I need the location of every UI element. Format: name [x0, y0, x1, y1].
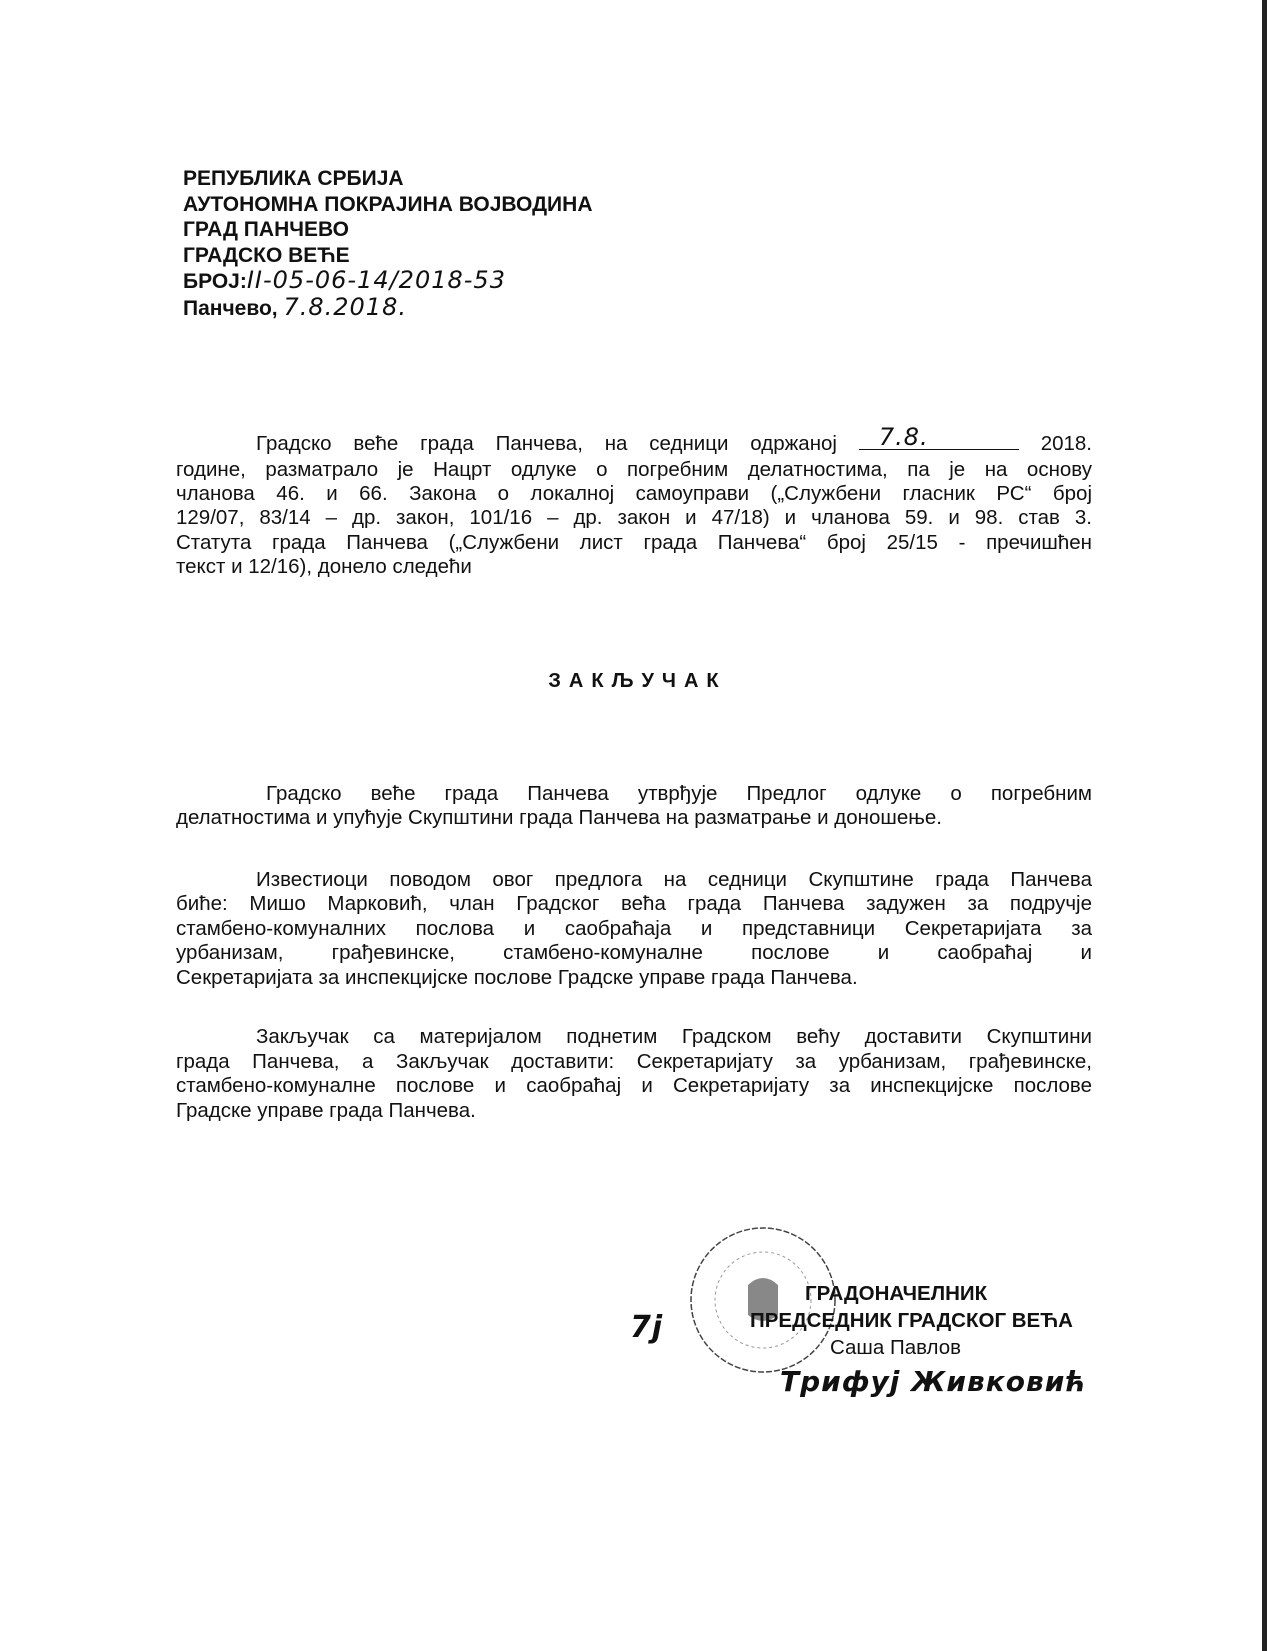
document-number: БРОЈ:II-05-06-14/2018-53: [183, 266, 506, 294]
document-date: Панчево, 7.8.2018.: [183, 292, 407, 321]
paragraph-line: Известиоци поводом овог предлога на седници Скупштине града Панчева: [256, 868, 1092, 891]
scan-edge: [1262, 0, 1267, 1651]
paragraph-line: биће: Мишо Марковић, члан Градског већа града Панчева задужен за подручје: [176, 892, 1092, 915]
paragraph-line: Секретаријата за инспекцијске послове Градске управе града Панчева.: [176, 966, 858, 989]
handwritten-signature: Трифуј Живковић: [780, 1365, 1087, 1398]
header-line: РЕПУБЛИКА СРБИЈА: [183, 167, 404, 190]
intro-line: текст и 12/16), донело следећи: [176, 555, 472, 578]
handwritten-date: 7.8.2018.: [283, 292, 407, 321]
paragraph-line: Градско веће града Панчева утврђује Предлог одлуке о погребним: [266, 782, 1092, 805]
header-line: ГРАД ПАНЧЕВО: [183, 218, 349, 241]
header-line: ГРАДСКО ВЕЋЕ: [183, 243, 350, 267]
intro-line: 129/07, 83/14 – др. закон, 101/16 – др. закон и 47/18) и чланова 59. и 98. став 3.: [176, 506, 1092, 529]
paragraph-line: делатностима и упућује Скупштини града Панчева на разматрање и доношење.: [176, 806, 942, 829]
document-header: [183, 166, 592, 321]
intro-line: чланова 46. и 66. Закона о локалној самоуправи („Службени гласник РС“ број: [176, 482, 1092, 505]
intro-line: Статута града Панчева („Службени лист града Панчева“ број 25/15 - пречишћен: [176, 531, 1092, 554]
intro-line: године, разматрало је Нацрт одлуке о погребним делатностима, па је на основу: [176, 458, 1092, 481]
date-blank: 7.8.: [859, 449, 1019, 450]
signatory-name: Саша Павлов: [830, 1336, 962, 1359]
paragraph-line: стамбено-комуналне послове и саобраћај и Секретаријату за инспекцијске послове: [176, 1074, 1092, 1097]
handwritten-initials: 7j: [630, 1310, 664, 1345]
document-title: ЗАКЉУЧАК: [548, 670, 727, 692]
handwritten-number: II-05-06-14/2018-53: [246, 266, 506, 294]
paragraph-line: Градске управе града Панчева.: [176, 1099, 476, 1122]
paragraph-line: урбанизам, грађевинске, стамбено-комуналне послове и саобраћај и: [176, 941, 1092, 964]
intro-line: Градско веће града Панчева, на седници одржаној 7.8. 2018.: [256, 423, 1093, 455]
signature-title-president: ПРЕДСЕДНИК ГРАДСКОГ ВЕЋА: [750, 1309, 1073, 1332]
paragraph-line: града Панчева, а Закључак доставити: Секретаријату за урбанизам, грађевинске,: [176, 1050, 1092, 1073]
paragraph-line: стамбено-комуналних послова и саобраћаја и представници Секретаријата за: [176, 917, 1092, 940]
signature-title-mayor: ГРАДОНАЧЕЛНИК: [805, 1282, 988, 1305]
paragraph-line: Закључак са материјалом поднетим Градском већу доставити Скупштини: [256, 1025, 1092, 1048]
header-line: АУТОНОМНА ПОКРАЈИНА ВОЈВОДИНА: [183, 192, 593, 216]
